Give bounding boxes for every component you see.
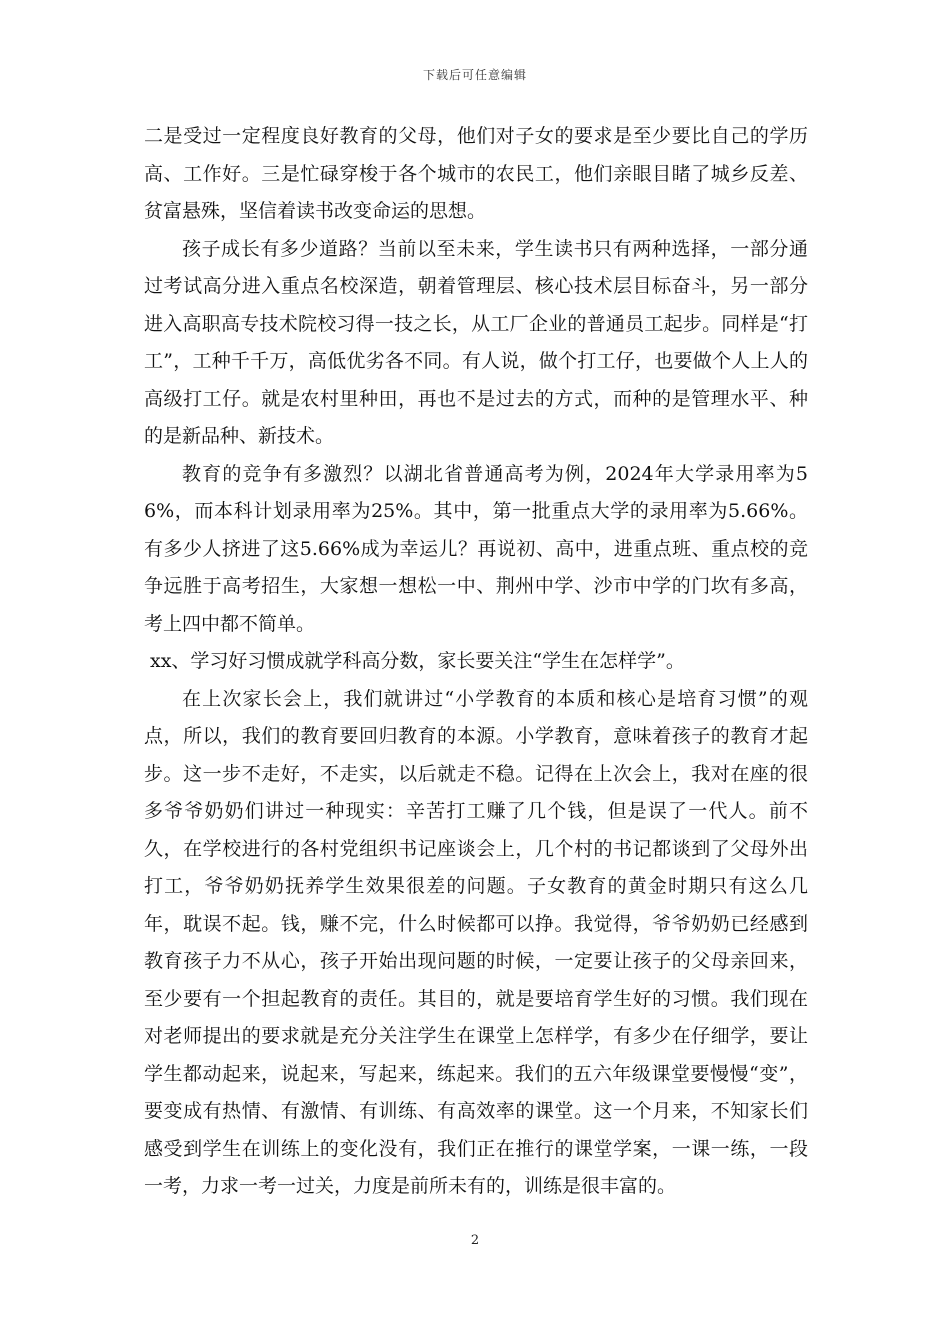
- document-body: [144, 118, 808, 1206]
- paragraph-competition: 教育的竞争有多激烈？以湖北省普通高考为例，2024年大学录用率为56%，而本科计划录用率为25%。其中，第一批重点大学的录用率为5.66%。有多少人挤进了这5.66%成为幸运儿？再说初、高中，进重点班、重点校的竞争远胜于高考招生，大家想一想松一中、荆州中学、沙市中学的门坎有多高，考上四中都不简单。: [144, 462, 808, 635]
- paragraph-parent-types: 二是受过一定程度良好教育的父母，他们对子女的要求是至少要比自己的学历高、工作好。三是忙碌穿梭于各个城市的农民工，他们亲眼目睹了城乡反差、贫富悬殊，坚信着读书改变命运的思想。: [144, 125, 808, 222]
- paragraph-habits-education: 在上次家长会上，我们就讲过“小学教育的本质和核心是培育习惯”的观点，所以，我们的教育要回归教育的本源。小学教育，意味着孩子的教育才起步。这一步不走好，不走实，以后就走不稳。记得在上次会上，我对在座的很多爷爷奶奶们讲过一种现实：辛苦打工赚了几个钱，但是误了一代人。前不久，在学校进行的各村党组织书记座谈会上，几个村的书记都谈到了父母外出打工，爷爷奶奶抚养学生效果很差的问题。子女教育的黄金时期只有这么几年，耽误不起。钱，赚不完，什么时候都可以挣。我觉得，爷爷奶奶已经感到教育孩子力不从心，孩子开始出现问题的时候，一定要让孩子的父母亲回来，至少要有一个担起教育的责任。其目的，就是要培育学生好的习惯。我们现在对老师提出的要求就是充分关注学生在课堂上怎样学，有多少在仔细学，要让学生都动起来，说起来，写起来，练起来。我们的五六年级课堂要慢慢“变”，要变成有热情、有激情、有训练、有高效率的课堂。这一个月来，不知家长们感受到学生在训练上的变化没有，我们正在推行的课堂学案，一课一练，一段一考，力求一考一过关，力度是前所未有的，训练是很丰富的。: [144, 687, 808, 1197]
- paragraph-growth-paths: 孩子成长有多少道路？当前以至未来，学生读书只有两种选择，一部分通过考试高分进入重点名校深造，朝着管理层、核心技术层目标奋斗，另一部分进入高职高专技术院校习得一技之长，从工厂企业的普通员工起步。同样是“打工”，工种千千万，高低优劣各不同。有人说，做个打工仔，也要做个人上人的高级打工仔。就是农村里种田，再也不是过去的方式，而种的是管理水平、种的是新品种、新技术。: [144, 237, 808, 447]
- page-header: 下载后可任意编辑: [422, 68, 527, 82]
- section-heading-study-habits: xx、学习好习惯成就学科高分数，家长要关注“学生在怎样学”。: [150, 650, 685, 672]
- page-number: 2: [470, 1233, 480, 1248]
